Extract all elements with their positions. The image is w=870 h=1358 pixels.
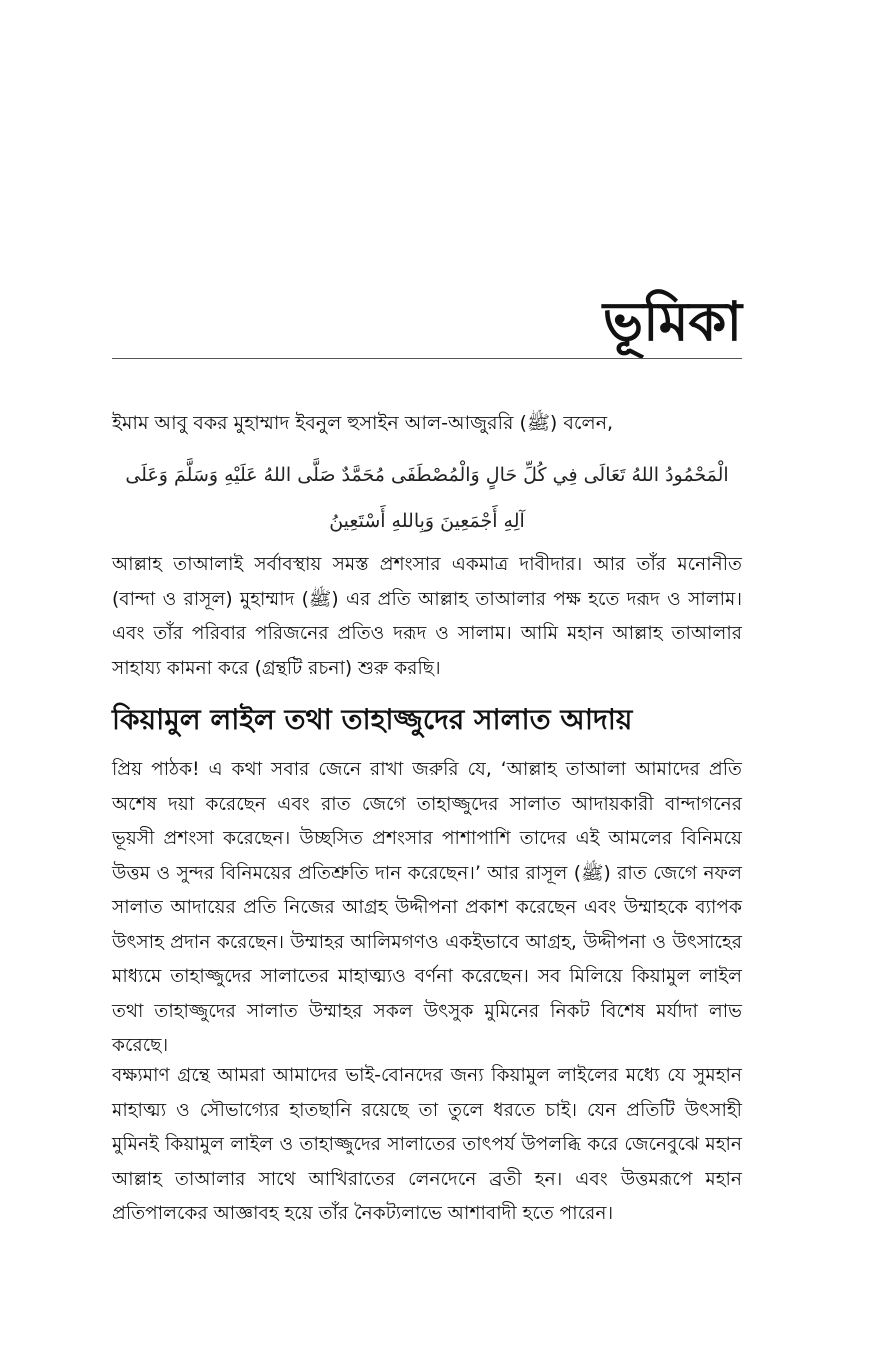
paragraph-2: প্রিয় পাঠক! এ কথা সবার জেনে রাখা জরুরি যে, ‘আল্লাহ তাআলা আমাদের প্রতি অশেষ দয়া করেছেন এবং রাত জেগে তাহাজ্জুদের সালাত আদায়কারী বান্দাগনের ভূয়সী প্রশংসা করেছেন। উচ্ছসিত প্রশংসার পাশাপাশি তাদের এই আমলের বিনিময়ে উত্তম ও সুন্দর বিনিময়ের প্রতিশ্রুতি দান করেছেন।’ আর রাসূল (ﷺ) রাত জেগে নফল সালাত আদায়ের প্রতি নিজের আগ্রহ উদ্দীপনা প্রকাশ করেছেন এবং উম্মাহকে ব্যাপক উৎসাহ প্রদান করেছেন। উম্মাহর আলিমগণও একইভাবে আগ্রহ, উদ্দীপনা ও উৎসাহের মাধ্যমে তাহাজ্জুদের সালাতের মাহাত্ম্যও বর্ণনা করেছেন। সব মিলিয়ে কিয়ামুল লাইল তথা তাহাজ্জুদের সালাত উম্মাহর সকল উৎসুক মুমিনের নিকট বিশেষ মর্যাদা লাভ করেছে। [112,759,743,1056]
chapter-title: ভূমিকা [602,290,742,353]
arabic-invocation: الْمَحْمُودُ اللهُ تَعَالَى فِي كُلِّ حَالٍ وَالْمُصْطَفَى مُحَمَّدٌ صَلَّى اللهُ عَلَيْهِ وَسَلَّمَ وَعَلَى آلِهِ أَجْمَعِينَ وَبِاللهِ أَسْتَعِينُ [125,464,729,532]
intro-line: ইমাম আবু বকর মুহাম্মাদ ইবনুল হুসাইন আল-আজুররি (ﷺ) বলেন, [112,412,614,434]
title-divider [112,358,742,359]
section-heading: কিয়ামুল লাইল তথা তাহাজ্জুদের সালাত আদায় [112,703,633,736]
paragraph-1: আল্লাহ তাআলাই সর্বাবস্থায় সমস্ত প্রশংসার একমাত্র দাবীদার। আর তাঁর মনোনীত (বান্দা ও রাসূল) মুহাম্মাদ (ﷺ) এর প্রতি আল্লাহ তাআলার পক্ষ হতে দরূদ ও সালাম। এবং তাঁর পরিবার পরিজনের প্রতিও দরূদ ও সালাম। আমি মহান আল্লাহ তাআলার সাহায্য কামনা করে (গ্রন্থটি রচনা) শুরু করছি। [112,554,742,679]
paragraph-3: বক্ষ্যমাণ গ্রন্থে আমরা আমাদের ভাই-বোনদের জন্য কিয়ামুল লাইলের মধ্যে যে সুমহান মাহাত্ম্য ও সৌভাগ্যের হাতছানি রয়েছে তা তুলে ধরতে চাই। যেন প্রতিটি উৎসাহী মুমিনই কিয়ামুল লাইল ও তাহাজ্জুদের সালাতের তাৎপর্য উপলব্ধি করে জেনেবুঝে মহান আল্লাহ তাআলার সাথে আখিরাতের লেনদেনে ব্রতী হন। এবং উত্তমরূপে মহান প্রতিপালকের আজ্ঞাবহ হয়ে তাঁর নৈকট্যলাভে আশাবাদী হতে পারেন। [112,1065,742,1224]
